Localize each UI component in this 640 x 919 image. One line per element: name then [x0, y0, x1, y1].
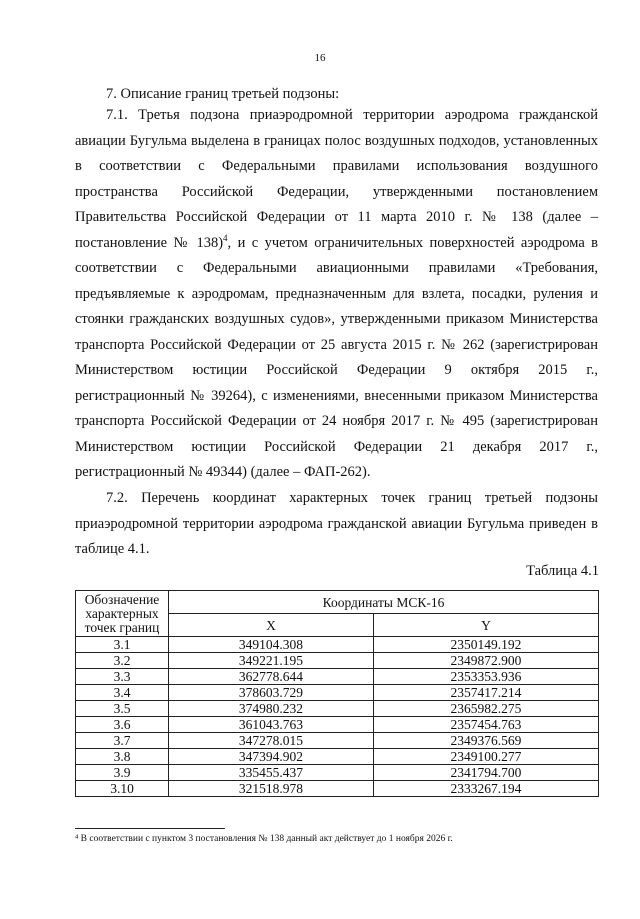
table-row: [76, 685, 599, 701]
paragraph-7-1: [75, 103, 598, 486]
table-row: [76, 733, 599, 749]
y-cell: 2333267.194: [373, 781, 598, 797]
x-cell: 374980.232: [169, 701, 374, 717]
page-number: 16: [314, 52, 326, 64]
footnote-divider: [75, 828, 225, 829]
table-row: [76, 653, 599, 669]
paragraph-7-1-text-b: , и с учетом ограничительных поверхностей аэродрома в соответствии с Федеральными авиационными правилами «Требования, предъявляемые к аэродромам, предназначенным для взлета, посадки, руления и стоянки гражданских воздушных судов», утвержденными приказом Министерства транспорта Российской Федерации от 25 августа 2015 г. № 262 (зарегистрирован Министерством юстиции Российской Федерации 9 октября 2015 г., регистрационный № 39264), с изменениями, внесенными приказом Министерства транспорта Российской Федерации от 24 ноября 2017 г. № 495 (зарегистрирован Министерством юстиции Российской Федерации 21 декабря 2017 г., регистрационный № 49344) (далее – ФАП-262).: [75, 234, 599, 480]
point-cell: 3.5: [76, 701, 169, 717]
footnote: ⁴ В соответствии с пунктом 3 постановления № 138 данный акт действует до 1 ноября 2026 г.: [75, 834, 453, 844]
paragraph-7-1-text-a: 7.1. Третья подзона приаэродромной территории аэродрома гражданской авиации Бугульма выделена в границах полос воздушных подходов, установленных в соответствии с Федеральными правилами использования воздушного пространства Российской Федерации, утвержденными постановлением Правительства Российской Федерации от 11 марта 2010 г. № 138 (далее – постановление № 138): [75, 107, 598, 251]
x-cell: 347278.015: [169, 733, 374, 749]
point-cell: 3.4: [76, 685, 169, 701]
point-cell: 3.8: [76, 749, 169, 765]
y-cell: 2350149.192: [373, 637, 598, 653]
x-cell: 361043.763: [169, 717, 374, 733]
point-cell: 3.6: [76, 717, 169, 733]
x-cell: 362778.644: [169, 669, 374, 685]
y-column-header: Y: [373, 614, 598, 637]
table-row: [76, 637, 599, 653]
table-row: [76, 781, 599, 797]
y-cell: 2357417.214: [373, 685, 598, 701]
x-cell: 335455.437: [169, 765, 374, 781]
y-cell: 2357454.763: [373, 717, 598, 733]
x-cell: 321518.978: [169, 781, 374, 797]
point-cell: 3.3: [76, 669, 169, 685]
paragraph-7-2: 7.2. Перечень координат характерных точек границ третьей подзоны приаэродромной территории аэродрома гражданской авиации Бугульма приведен в таблице 4.1.: [75, 490, 598, 557]
x-cell: 349221.195: [169, 653, 374, 669]
coordinates-table: [75, 590, 599, 797]
point-cell: 3.10: [76, 781, 169, 797]
y-cell: 2349100.277: [373, 749, 598, 765]
y-cell: 2365982.275: [373, 701, 598, 717]
y-cell: 2353353.936: [373, 669, 598, 685]
footnote-reference: 4: [223, 232, 228, 243]
coordinates-group-header: Координаты МСК-16: [169, 591, 599, 614]
y-cell: 2349376.569: [373, 733, 598, 749]
x-cell: 349104.308: [169, 637, 374, 653]
table-row: [76, 765, 599, 781]
table-row: [76, 701, 599, 717]
section-title: 7. Описание границ третьей подзоны:: [106, 86, 340, 102]
table-caption: Таблица 4.1: [526, 563, 599, 579]
point-cell: 3.7: [76, 733, 169, 749]
point-cell: 3.2: [76, 653, 169, 669]
table-row: [76, 749, 599, 765]
x-column-header: X: [169, 614, 374, 637]
table-row: [76, 669, 599, 685]
point-designation-header: Обозначение характерных точек границ: [76, 591, 169, 637]
point-cell: 3.9: [76, 765, 169, 781]
coordinates-table-body: [76, 637, 599, 797]
x-cell: 378603.729: [169, 685, 374, 701]
table-row: [76, 717, 599, 733]
point-cell: 3.1: [76, 637, 169, 653]
x-cell: 347394.902: [169, 749, 374, 765]
y-cell: 2349872.900: [373, 653, 598, 669]
y-cell: 2341794.700: [373, 765, 598, 781]
